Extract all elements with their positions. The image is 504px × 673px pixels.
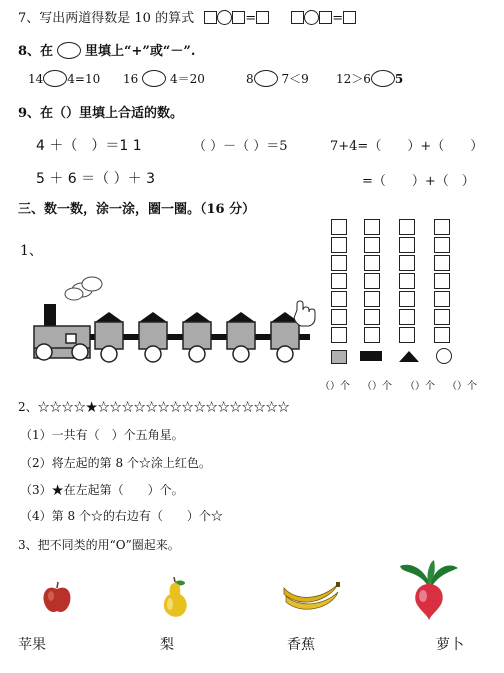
equals-sign: = — [245, 11, 257, 26]
q2-item: （1）一共有（ ）个五角星。 — [20, 428, 184, 442]
q1-label: 1、 — [20, 243, 43, 259]
count-column — [331, 219, 349, 345]
q9-eq2: （ ）－（ ）＝5 — [193, 139, 288, 154]
q7-text: 7、写出两道得数是 10 的算式 — [18, 11, 195, 26]
operator-circle[interactable] — [254, 70, 278, 87]
q8-item: 8 7＜9 — [246, 72, 309, 86]
count-column — [434, 219, 452, 345]
square-shape-icon — [331, 350, 347, 364]
q7-row — [18, 7, 356, 26]
answer-box[interactable] — [204, 11, 217, 24]
count-column — [364, 219, 382, 345]
q9-title: 9、在（）里填上合适的数。 — [18, 106, 184, 121]
q2-item: （3）★在左起第（ ）个。 — [20, 483, 184, 497]
radish-icon[interactable] — [398, 560, 460, 622]
equals-sign: = — [332, 11, 344, 26]
chimney-shape — [44, 304, 56, 326]
q8-item: 16 4＝20 — [123, 72, 205, 86]
q8-item: 14 4=10 — [28, 72, 101, 86]
car-shape — [183, 312, 211, 362]
star-icons: ☆☆☆☆ — [37, 400, 86, 414]
count-label: （）个 — [320, 381, 350, 392]
car-shape — [227, 312, 255, 362]
answer-box[interactable] — [343, 11, 356, 24]
fruit-label: 苹果 — [18, 637, 46, 653]
q8-title-prefix: 8、在 — [18, 44, 54, 59]
operator-circle[interactable] — [304, 10, 319, 25]
answer-box[interactable] — [319, 11, 332, 24]
operator-circle[interactable] — [371, 70, 395, 87]
rectangle-shape-icon — [360, 351, 382, 361]
answer-box[interactable] — [256, 11, 269, 24]
q3-title: 3、把不同类的用“O”圈起来。 — [18, 538, 180, 552]
q9-eq3: 7+4=（ ）+（ ） — [330, 139, 484, 154]
hand-cursor-icon — [294, 301, 315, 326]
section-title: 三、数一数，涂一涂，圈一圈。（16 分） — [18, 202, 256, 217]
banana-icon[interactable] — [280, 578, 342, 614]
q8-title — [18, 40, 195, 59]
operator-circle[interactable] — [217, 10, 232, 25]
q2-prefix: 2、 — [18, 400, 38, 414]
car-shape — [139, 312, 167, 362]
fruit-label: 梨 — [160, 637, 174, 653]
q2-item: （2）将左起的第 8 个☆涂上红色。 — [20, 456, 211, 470]
q9-eq4: 5 ＋ 6 ＝（ ）＋ 3 — [36, 171, 155, 187]
smoke-icon — [65, 277, 102, 300]
count-label: （）个 — [405, 381, 435, 392]
q8-title-rest: 里填上“+”或“－”. — [85, 44, 196, 59]
count-column — [399, 219, 417, 345]
q2-item: （4）第 8 个☆的右边有（ ）个☆ — [20, 509, 223, 523]
star-icons: ☆☆☆☆☆☆☆☆☆☆☆☆☆☆☆☆ — [97, 400, 290, 414]
wheel-circle — [36, 344, 52, 360]
circle-icon — [57, 42, 81, 59]
count-label: （）个 — [362, 381, 392, 392]
apple-icon[interactable] — [40, 580, 74, 616]
q2-star-row — [18, 398, 290, 415]
triangle-shape-icon — [398, 350, 420, 363]
count-label: （）个 — [447, 381, 477, 392]
pear-icon[interactable] — [158, 576, 192, 618]
circle-shape-icon — [436, 348, 452, 364]
car-shape — [95, 312, 123, 362]
operator-circle[interactable] — [43, 70, 67, 87]
q8-item: 12＞6 5 — [336, 72, 404, 86]
fruit-label: 香蕉 — [287, 637, 315, 653]
answer-box[interactable] — [291, 11, 304, 24]
q9-eq1: 4 ＋（ ）＝1 1 — [36, 138, 142, 154]
q9-eq5: =（ ）+（ ） — [362, 174, 475, 189]
fruit-label: 萝卜 — [436, 637, 464, 653]
engine-window — [66, 334, 76, 343]
wheel-circle — [72, 344, 88, 360]
operator-circle[interactable] — [142, 70, 166, 87]
black-star-icon: ★ — [85, 400, 98, 414]
answer-box[interactable] — [232, 11, 245, 24]
train-figure — [30, 272, 320, 367]
